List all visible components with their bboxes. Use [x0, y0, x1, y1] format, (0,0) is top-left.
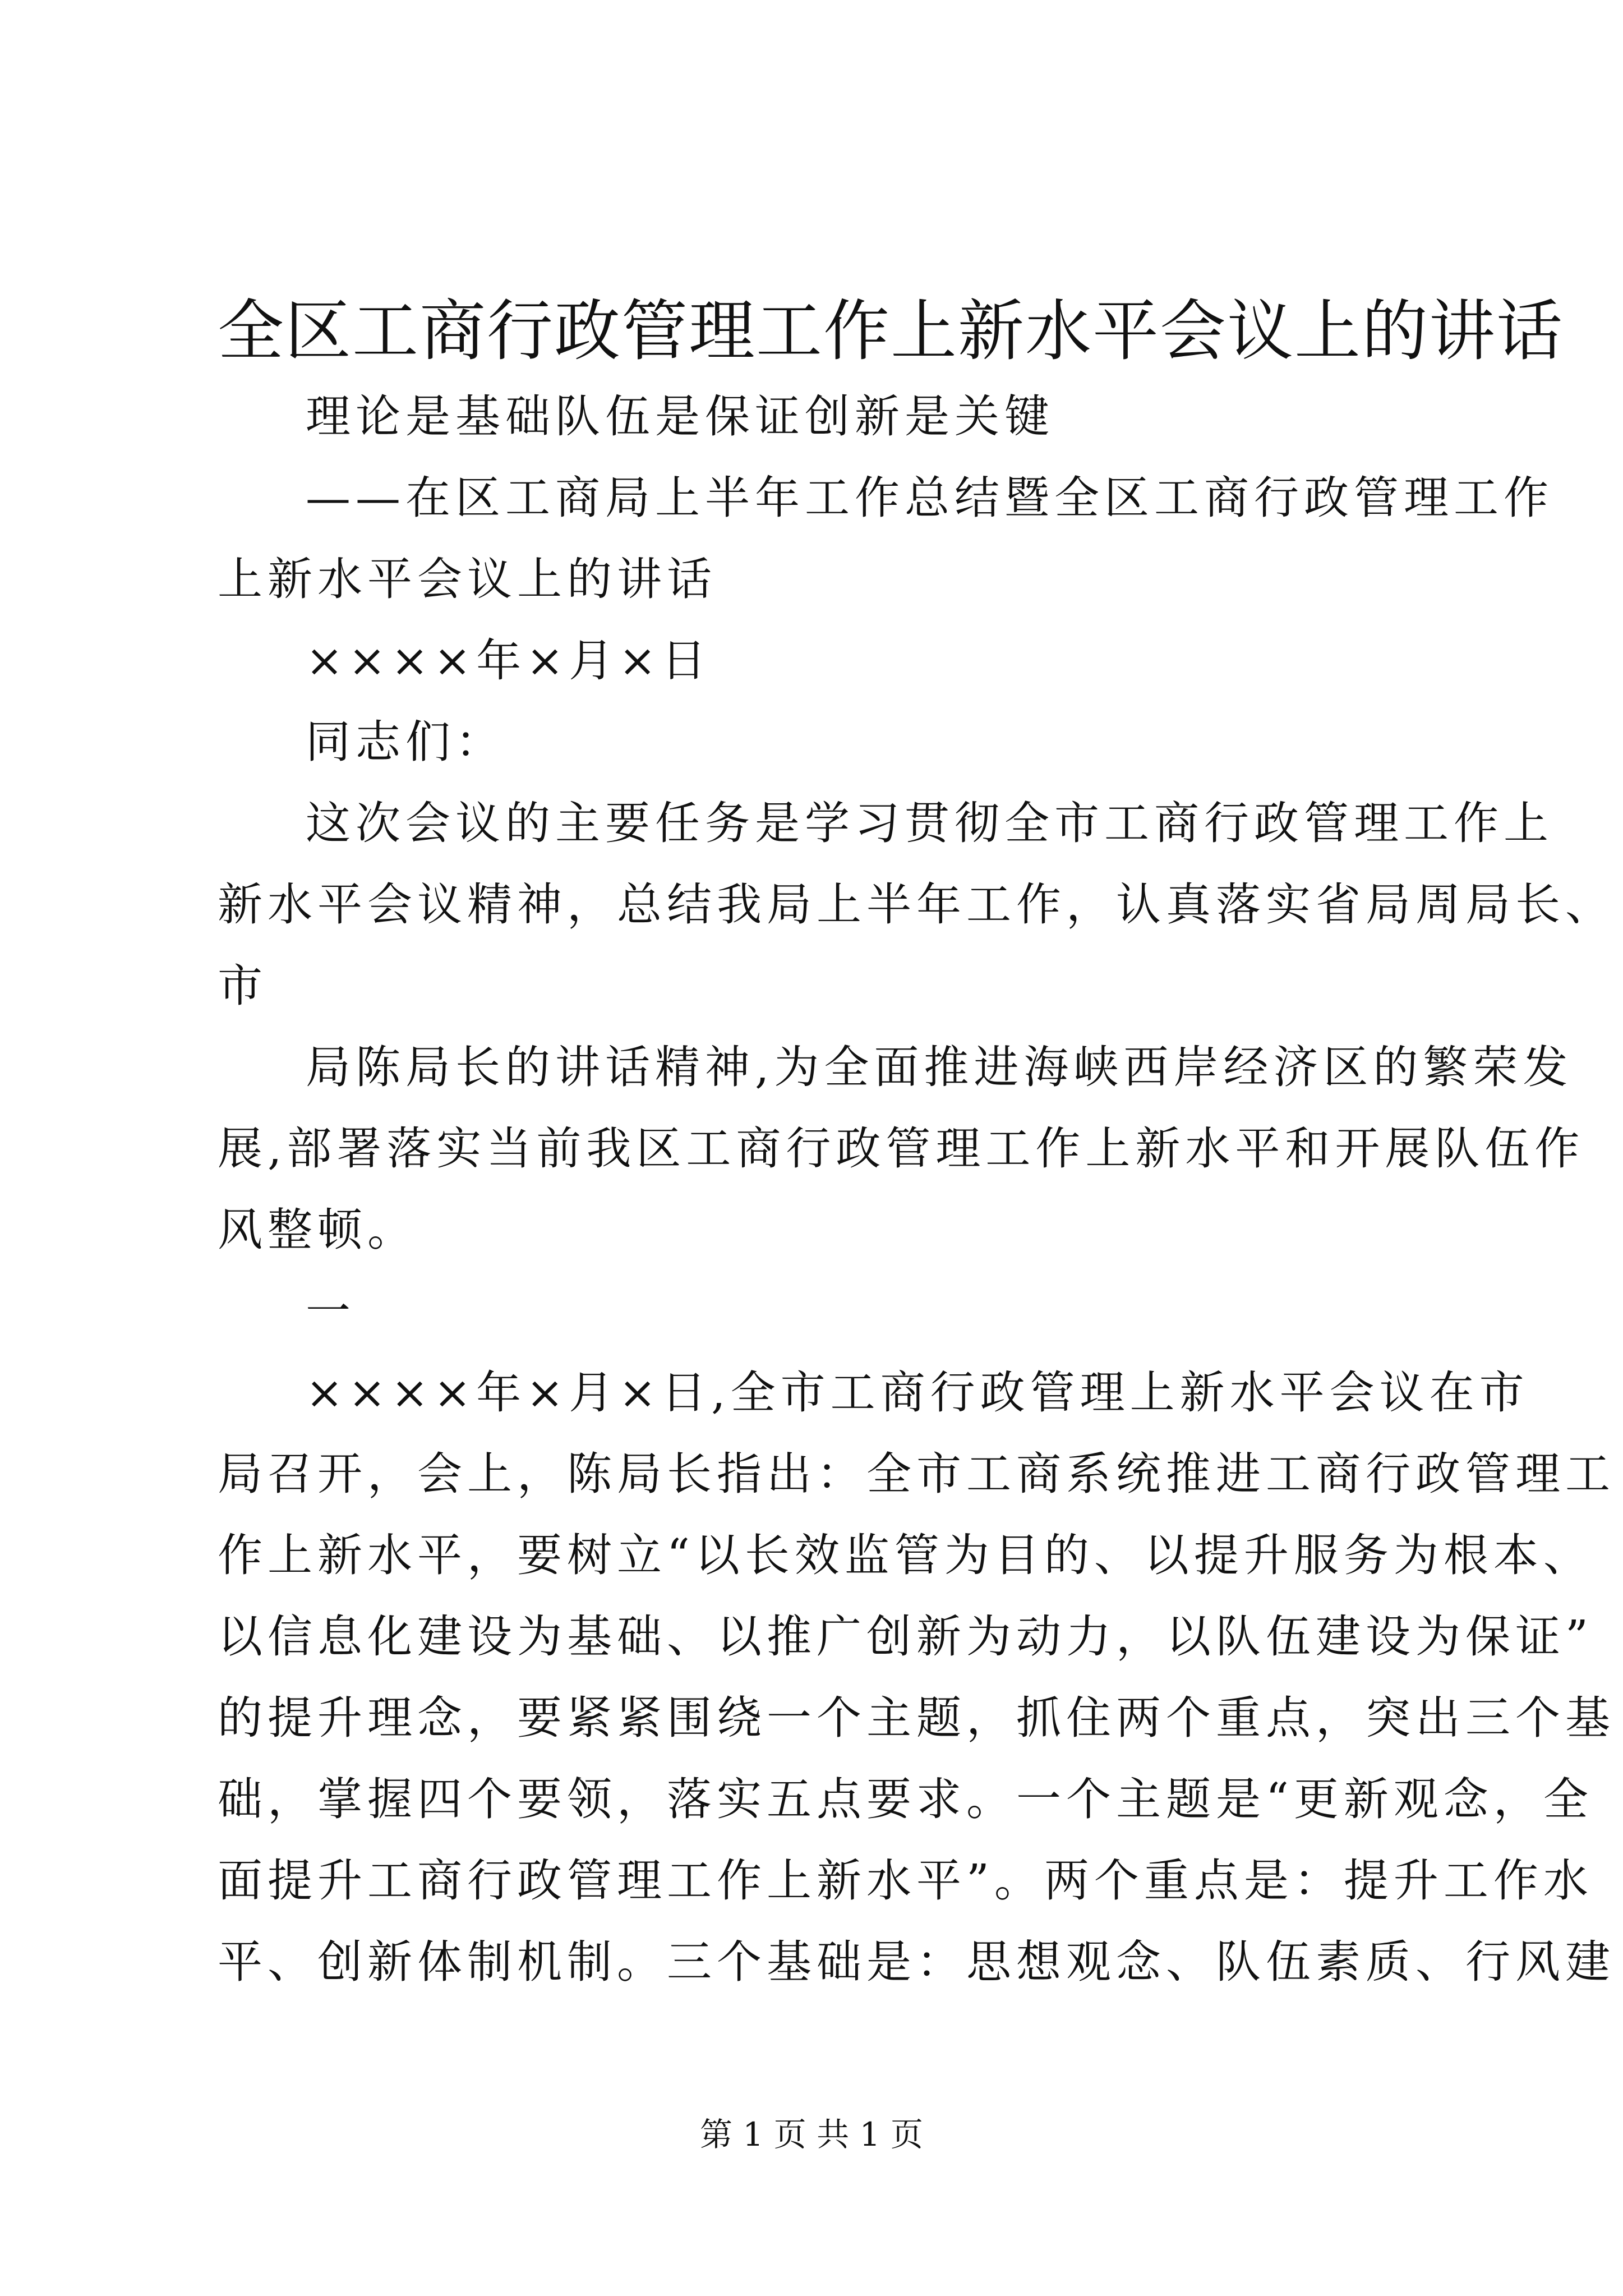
date-line: ××××年×月×日: [306, 634, 712, 687]
page-footer: 第 1 页 共 1 页: [700, 2115, 923, 2154]
paragraph-line: 作上新水平，要树立“以长效监管为目的、以提升服务为根本、: [218, 1529, 1593, 1581]
paragraph-line: ××××年×月×日,全市工商行政管理上新水平会议在市: [306, 1366, 1529, 1419]
paragraph-line: 展,部署落实当前我区工商行政管理工作上新水平和开展队伍作: [218, 1122, 1585, 1175]
paragraph-line: 市: [218, 960, 268, 1012]
document-title: 全区工商行政管理工作上新水平会议上的讲话: [218, 292, 1564, 370]
speech-occasion-line-cont: 上新水平会议上的讲话: [218, 553, 717, 605]
subtitle-line: 理论是基础队伍是保证创新是关键: [306, 390, 1054, 443]
paragraph-line: 以信息化建设为基础、以推广创新为动力，以队伍建设为保证”: [218, 1611, 1593, 1663]
paragraph-line: 局陈局长的讲话精神,为全面推进海峡西岸经济区的繁荣发: [306, 1041, 1573, 1093]
paragraph-line: 平、创新体制机制。三个基础是：思想观念、队伍素质、行风建: [218, 1936, 1615, 1988]
paragraph-line: 面提升工商行政管理工作上新水平”。两个重点是：提升工作水: [218, 1855, 1593, 1907]
paragraph-line: 础，掌握四个要领，落实五点要求。一个主题是“更新观念，全: [218, 1773, 1593, 1825]
paragraph-line: 局召开，会上，陈局长指出：全市工商系统推进工商行政管理工: [218, 1448, 1615, 1500]
paragraph-line: 新水平会议精神，总结我局上半年工作，认真落实省局周局长、: [218, 878, 1615, 931]
speech-occasion-line: ——在区工商局上半年工作总结暨全区工商行政管理工作: [306, 472, 1553, 524]
paragraph-line: 这次会议的主要任务是学习贯彻全市工商行政管理工作上: [306, 797, 1553, 849]
salutation-line: 同志们：: [306, 716, 505, 768]
paragraph-line: 风整顿。: [218, 1204, 417, 1256]
paragraph-line: 的提升理念，要紧紧围绕一个主题，抓住两个重点，突出三个基: [218, 1692, 1615, 1744]
section-number: 一: [306, 1285, 356, 1337]
